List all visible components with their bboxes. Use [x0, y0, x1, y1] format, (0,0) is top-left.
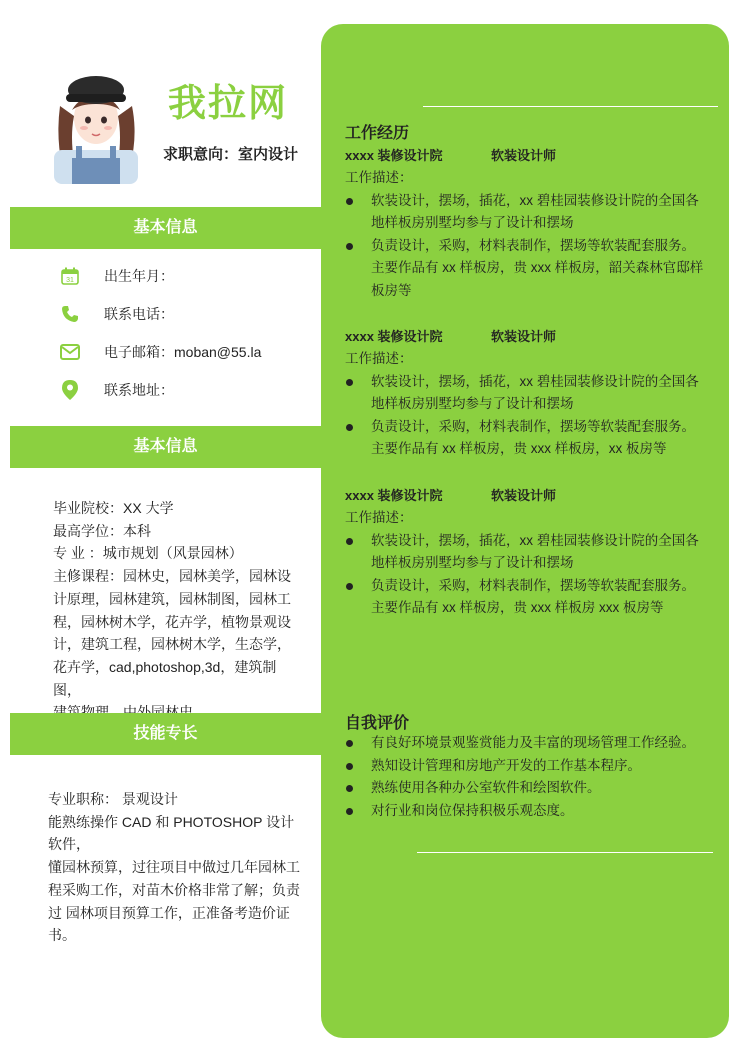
skills-line: 专业职称： 景观设计 [48, 791, 178, 807]
job-bullet-line: 地样板房别墅均参与了设计和摆场 [371, 555, 574, 570]
education-line: 专 业 ：城市规划（风景园林） [53, 545, 243, 562]
education-line: 计，建筑工程，园林树木学，生态学， [53, 636, 291, 653]
phone-icon [60, 304, 80, 324]
job-bullet-line: 主要作品有 xx 样板房，贵 xxx 样板房，韶关森林官邸样 [371, 260, 704, 275]
job-company: xxxx 装修设计院 [345, 488, 443, 503]
evaluation-item: 有良好环境景观鉴赏能力及丰富的现场管理工作经验。 [345, 732, 715, 755]
job-desc-label: 工作描述： [345, 170, 413, 185]
job-bullet-line: 软装设计，摆场，插花，xx 碧桂园装修设计院的全国各 [371, 373, 699, 389]
self-evaluation-title: 自我评价 [345, 715, 410, 732]
skills-line: 过 园林项目预算工作，正准备考造价证 [48, 904, 290, 921]
evaluation-item: 熟知设计管理和房地产开发的工作基本程序。 [345, 755, 715, 778]
divider-line-bottom [417, 852, 713, 853]
skills-line: 软件， [48, 836, 90, 853]
contact-address [60, 380, 174, 400]
contact-email [60, 342, 261, 362]
job-desc-label: 工作描述： [345, 351, 413, 366]
education-line: 最高学位：本科 [53, 522, 151, 539]
job-position: 软装设计师 [491, 488, 557, 503]
job-bullet [345, 371, 715, 416]
job-bullet [345, 190, 715, 235]
skills-line: 书。 [48, 927, 76, 944]
divider-line-top [423, 106, 718, 107]
education-line: 程，园林树木学，花卉学，植物景观设 [53, 613, 291, 630]
job-bullet-line: 地样板房别墅均参与了设计和摆场 [371, 215, 574, 230]
contact-birthdate-label: 出生年月： [104, 268, 174, 284]
svg-text:31: 31 [66, 277, 74, 284]
job-bullet-line: 主要作品有 xx 样板房，贵 xxx 样板房 xxx 板房等 [371, 600, 664, 615]
job-desc-label: 工作描述： [345, 510, 413, 525]
education-block [53, 497, 303, 724]
job-intent: 求职意向：室内设计 [163, 146, 299, 163]
skills-line: 能熟练操作 CAD 和 PHOTOSHOP 设计 [48, 813, 295, 830]
job-bullet-line: 负责设计，采购，材料表制作，摆场等软装配套服务。 [371, 418, 695, 434]
contact-address-label: 联系地址： [104, 382, 174, 398]
job-bullet-line: 板房等 [371, 282, 412, 298]
section-band-skills: 技能专长 [10, 713, 321, 755]
avatar [50, 66, 142, 184]
job-entry-3 [345, 485, 715, 620]
candidate-name: 我拉网 [168, 83, 289, 125]
job-bullet [345, 575, 715, 620]
skills-block [48, 788, 303, 947]
education-line: 计原理，园林建筑，园林制图，园林工 [53, 590, 291, 607]
job-bullet-line: 地样板房别墅均参与了设计和摆场 [371, 396, 574, 411]
self-evaluation-list [345, 732, 715, 822]
evaluation-item: 熟练使用各种办公室软件和绘图软件。 [345, 777, 715, 800]
job-bullet [345, 416, 715, 461]
education-line: 毕业院校：XX 大学 [53, 500, 174, 516]
job-bullet [345, 235, 715, 303]
job-bullet [345, 530, 715, 575]
skills-line: 程采购工作，对苗木价格非常了解；负责 [48, 881, 300, 898]
education-line: 主修课程：园林史，园林美学，园林设 [53, 568, 291, 585]
calendar-icon [60, 266, 80, 286]
job-bullet-line: 负责设计，采购，材料表制作，摆场等软装配套服务。 [371, 237, 695, 253]
mail-icon [60, 342, 80, 362]
work-experience-title: 工作经历 [345, 125, 410, 142]
job-company: xxxx 装修设计院 [345, 148, 443, 163]
job-bullet-line: 软装设计，摆场，插花，xx 碧桂园装修设计院的全国各 [371, 192, 699, 208]
contact-birthdate [60, 266, 174, 286]
evaluation-item: 对行业和岗位保持积极乐观态度。 [345, 800, 715, 823]
skills-line: 懂园林预算，过往项目中做过几年园林工 [48, 859, 300, 876]
section-band-basic-info: 基本信息 [10, 207, 321, 249]
job-bullet-line: 主要作品有 xx 样板房，贵 xxx 样板房，xx 板房等 [371, 441, 667, 456]
contact-phone [60, 304, 174, 324]
location-icon [60, 380, 80, 400]
job-bullet-line: 负责设计，采购，材料表制作，摆场等软装配套服务。 [371, 577, 695, 593]
job-bullet-line: 软装设计，摆场，插花，xx 碧桂园装修设计院的全国各 [371, 532, 699, 548]
job-position: 软装设计师 [491, 148, 557, 163]
job-position: 软装设计师 [491, 329, 557, 344]
job-entry-1 [345, 145, 715, 302]
contact-email-label: 电子邮箱：moban@55.la [104, 344, 262, 360]
education-line: 花卉学，cad,photoshop,3d，建筑制图， [53, 658, 277, 698]
job-company: xxxx 装修设计院 [345, 329, 443, 344]
section-band-basic-info-2: 基本信息 [10, 426, 321, 468]
job-entry-2 [345, 326, 715, 461]
contact-phone-label: 联系电话： [104, 306, 174, 322]
